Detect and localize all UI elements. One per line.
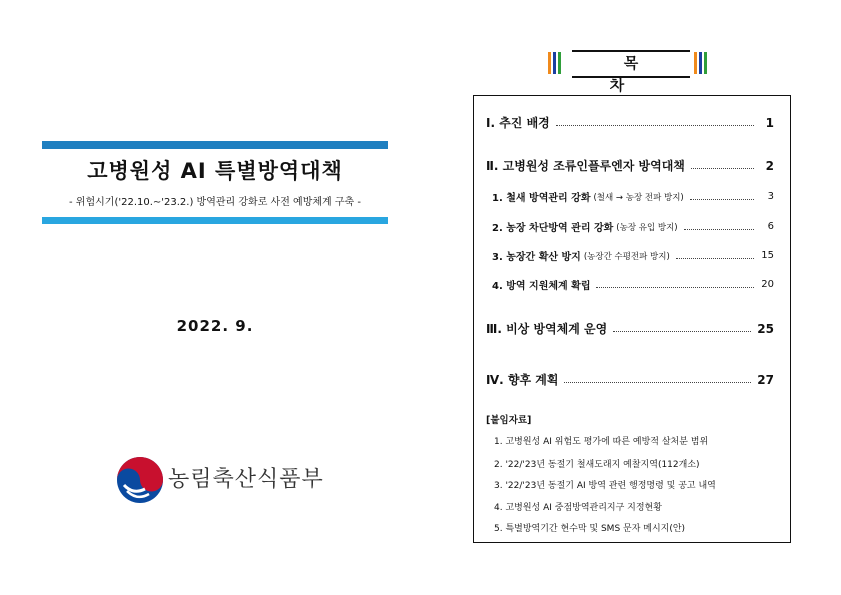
attachments-title: [붙임자료]	[486, 415, 532, 426]
toc-subsection-note: (농장간 수평전파 방지)	[583, 251, 670, 262]
toc-section-3[interactable]	[486, 320, 774, 337]
toc-section-4[interactable]	[486, 371, 774, 388]
cover-subtitle: - 위험시기('22.10.∼'23.2.) 방역관리 강화로 사전 예방체계 구축 -	[69, 197, 361, 208]
leader-dots	[691, 168, 754, 169]
toc-page-number: 1	[765, 115, 774, 130]
toc-section-label: Ⅰ. 추진 배경	[486, 116, 550, 130]
toc-subsection-label: 4. 방역 지원체계 확립	[492, 281, 591, 292]
toc-subsection-2[interactable]	[486, 219, 774, 234]
toc-page-number: 25	[757, 321, 774, 336]
toc-subsection-4[interactable]	[486, 277, 774, 292]
toc-page-number: 27	[757, 372, 774, 387]
toc-header-left-stripes	[548, 52, 561, 74]
leader-dots	[564, 382, 751, 383]
toc-box	[473, 95, 791, 543]
leader-dots	[690, 199, 754, 200]
toc-subsection-label: 3. 농장간 확산 방지	[492, 252, 581, 263]
attachment-item[interactable]: 5. 특별방역기간 현수막 및 SMS 문자 메시지(안)	[494, 524, 686, 534]
toc-header-right-stripes	[694, 52, 707, 74]
attachment-item[interactable]: 4. 고병원성 AI 중점방역관리지구 지정현황	[494, 503, 662, 513]
attachment-item[interactable]: 3. '22/'23년 동절기 AI 방역 관련 행정명령 및 공고 내역	[494, 481, 716, 491]
toc-title: 목 차	[572, 50, 690, 78]
toc-subsection-note: (철새 → 농장 전파 방지)	[593, 192, 684, 203]
cover-title: 고병원성 AI 특별방역대책	[87, 159, 343, 183]
toc-subsection-note: (농장 유입 방지)	[616, 222, 678, 233]
toc-page-number: 3	[767, 191, 774, 202]
toc-subsection-label: 2. 농장 차단방역 관리 강화	[492, 223, 614, 234]
toc-section-label: Ⅲ. 비상 방역체계 운영	[486, 322, 608, 336]
toc-section-1[interactable]	[486, 114, 774, 131]
leader-dots	[676, 258, 754, 259]
toc-subsection-1[interactable]	[486, 189, 774, 204]
leader-dots	[684, 229, 754, 230]
toc-page-number: 6	[767, 221, 774, 232]
toc-section-2[interactable]	[486, 157, 774, 174]
cover-date: 2022. 9.	[176, 317, 254, 335]
leader-dots	[613, 331, 751, 332]
toc-section-label: Ⅱ. 고병원성 조류인플루엔자 방역대책	[486, 159, 685, 173]
ministry-name: 농림축산식품부	[168, 467, 324, 492]
toc-page-number: 2	[765, 158, 774, 173]
toc-page-number: 20	[761, 279, 774, 290]
attachment-item[interactable]: 1. 고병원성 AI 위험도 평가에 따른 예방적 살처분 범위	[494, 437, 709, 447]
toc-header	[548, 50, 716, 94]
toc-subsection-3[interactable]	[486, 248, 774, 263]
leader-dots	[596, 287, 754, 288]
leader-dots	[556, 125, 754, 126]
government-taegeuk-logo-icon	[115, 455, 165, 505]
cover-bottom-bar	[42, 217, 388, 224]
toc-section-label: Ⅳ. 향후 계획	[486, 373, 559, 387]
toc-page-number: 15	[761, 250, 774, 261]
attachment-item[interactable]: 2. '22/'23년 동절기 철새도래지 예찰지역(112개소)	[494, 460, 700, 470]
toc-subsection-label: 1. 철새 방역관리 강화	[492, 193, 591, 204]
cover-top-bar	[42, 141, 388, 149]
